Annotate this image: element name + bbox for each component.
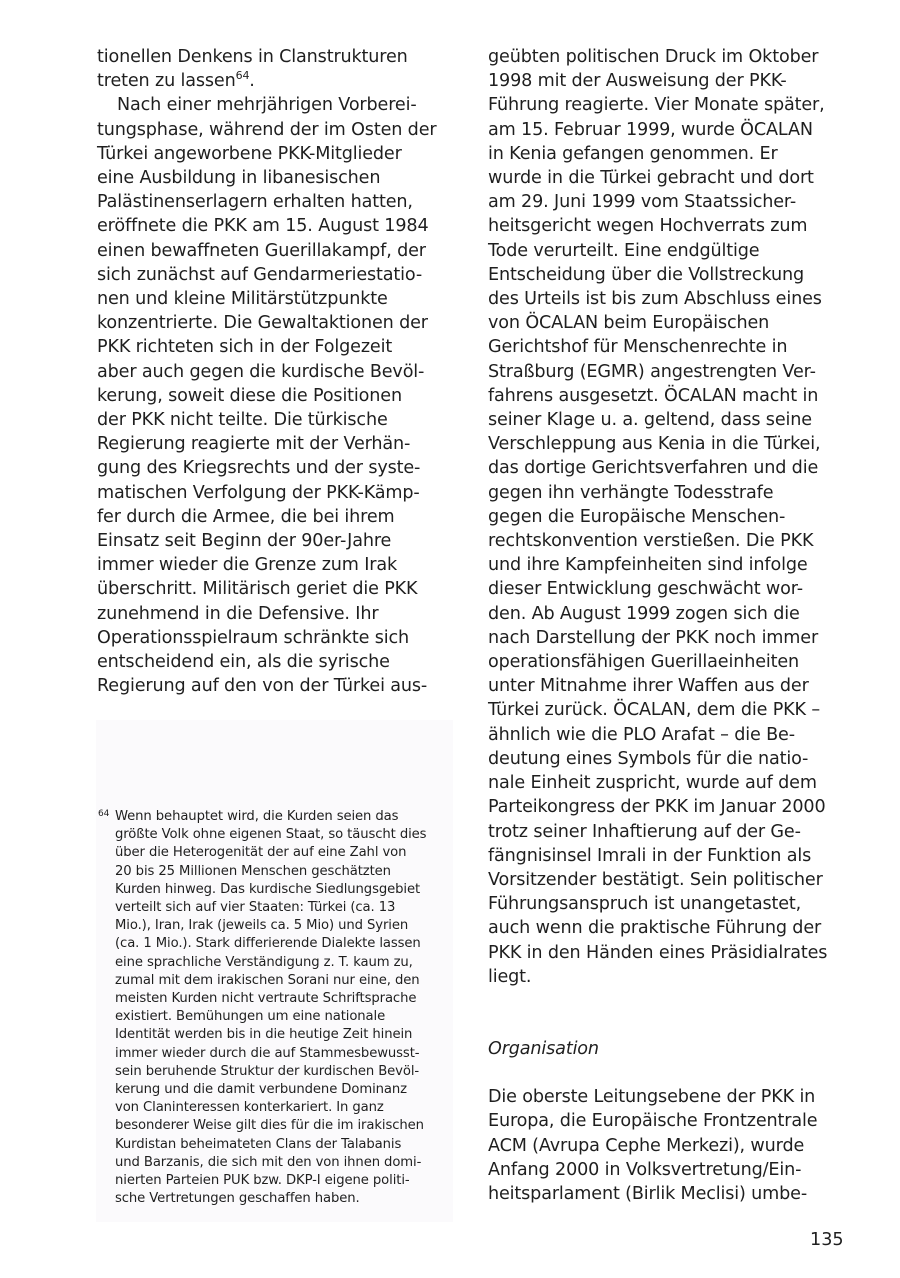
text-line: Entscheidung über die Vollstreckung (488, 264, 805, 285)
left-column (97, 45, 457, 698)
footnote-line: 20 bis 25 Millionen Menschen geschätzten (115, 863, 391, 879)
right-column (488, 45, 848, 1206)
text-line: überschritt. Militärisch geriet die PKK (97, 579, 418, 600)
footnote-line: zumal mit dem irakischen Sorani nur eine, den (115, 972, 420, 988)
text-line: aber auch gegen die kurdische Bevöl- (97, 361, 425, 382)
text-line: Regierung reagierte mit der Verhän- (97, 434, 411, 455)
text-line: immer wieder die Grenze zum Irak (97, 555, 398, 576)
text-line: zunehmend in die Defensive. Ihr (97, 603, 379, 624)
footnote-64 (98, 808, 458, 1208)
section-heading: Organisation (488, 1038, 599, 1059)
text-line: Vorsitzender bestätigt. Sein politischer (488, 869, 823, 890)
text-line: 1998 mit der Ausweisung der PKK- (488, 71, 787, 92)
text-line: eine Ausbildung in libanesischen (97, 168, 381, 189)
text-line: heitsgericht wegen Hochverrats zum (488, 216, 808, 237)
text-line: Straßburg (EGMR) angestrengten Ver- (488, 361, 816, 382)
text-line: Parteikongress der PKK im Januar 2000 (488, 797, 826, 818)
footnote-line: immer wieder durch die auf Stammesbewusst- (115, 1045, 420, 1061)
footnote-line: von Claninteressen konterkariert. In ganz (115, 1100, 384, 1116)
text-line: dieser Entwicklung geschwächt wor- (488, 579, 803, 600)
footnote-line: Mio.), Iran, Irak (jeweils ca. 5 Mio) und Syrien (115, 918, 409, 934)
text-line: PKK in den Händen eines Präsidialrates (488, 942, 828, 963)
footnote-line: verteilt sich auf vier Staaten: Türkei (ca. 13 (115, 900, 396, 916)
text-line: Türkei angeworbene PKK-Mitglieder (97, 143, 402, 164)
text-line: den. Ab August 1999 zogen sich die (488, 603, 800, 624)
text-line: konzentrierte. Die Gewaltaktionen der (97, 313, 428, 334)
text-line: trotz seiner Inhaftierung auf der Ge- (488, 821, 801, 842)
text-line: Anfang 2000 in Volksvertretung/Ein- (488, 1159, 802, 1180)
text-line: Führungsanspruch ist unangetastet, (488, 894, 802, 915)
footnote-line: sche Vertretungen geschaffen haben. (115, 1191, 360, 1207)
text-line: kerung, soweit diese die Positionen (97, 385, 402, 406)
footnote-line: und Barzanis, die sich mit den von ihnen domi- (115, 1154, 422, 1170)
text-line: tungsphase, während der im Osten der (97, 119, 437, 140)
text-line: nale Einheit zuspricht, wurde auf dem (488, 773, 817, 794)
text-line: Gerichtshof für Menschenrechte in (488, 337, 788, 358)
text-line: deutung eines Symbols für die natio- (488, 748, 809, 769)
text-line: das dortige Gerichtsverfahren und die (488, 458, 819, 479)
text-line: Die oberste Leitungsebene der PKK in (488, 1087, 816, 1108)
text-line: heitsparlament (Birlik Meclisi) umbe- (488, 1183, 808, 1204)
text-line (97, 69, 457, 93)
text-line: tionellen Denkens in Clanstrukturen (97, 47, 408, 67)
text-line: sich zunächst auf Gendarmeriestatio- (97, 264, 423, 285)
footnote-line: nierten Parteien PUK bzw. DKP-I eigene politi- (115, 1173, 410, 1189)
text-line: des Urteils ist bis zum Abschluss eines (488, 289, 822, 310)
footnote-line: existiert. Bemühungen um eine nationale (115, 1009, 386, 1025)
text-line: am 29. Juni 1999 vom Staatssicher- (488, 192, 797, 213)
text-line: gegen die Europäische Menschen- (488, 506, 786, 527)
text-line: nen und kleine Militärstützpunkte (97, 289, 388, 310)
footnote-line: besonderer Weise gilt dies für die im irakischen (115, 1118, 424, 1134)
text-line: ähnlich wie die PLO Arafat – die Be- (488, 724, 795, 745)
text-line: einen bewaffneten Guerillakampf, der (97, 240, 426, 261)
footnote-text (98, 808, 458, 1208)
text-line: und ihre Kampfeinheiten sind infolge (488, 555, 808, 576)
footnote-line: Kurdistan beheimateten Clans der Talabanis (115, 1136, 402, 1152)
text-line: Tode verurteilt. Eine endgültige (488, 240, 760, 261)
text-line: Europa, die Europäische Frontzentrale (488, 1111, 818, 1132)
text-line: Regierung auf den von der Türkei aus- (97, 676, 428, 697)
footnote-reference[interactable]: 64 (235, 69, 250, 83)
text-line: seiner Klage u. a. geltend, dass seine (488, 410, 812, 431)
text-fragment: treten zu lassen (97, 71, 236, 92)
footnote-line: eine sprachliche Verständigung z. T. kaum zu, (115, 954, 413, 970)
text-line: ACM (Avrupa Cephe Merkezi), wurde (488, 1135, 805, 1156)
page-number: 135 (810, 1230, 844, 1250)
text-line: auch wenn die praktische Führung der (488, 918, 822, 939)
text-line: Palästinenserlagern erhalten hatten, (97, 192, 413, 213)
text-line: PKK richteten sich in der Folgezeit (97, 337, 393, 358)
text-line: von ÖCALAN beim Europäischen (488, 313, 770, 334)
text-fragment: . (249, 71, 255, 92)
text-line: fahrens ausgesetzt. ÖCALAN macht in (488, 385, 819, 406)
text-line: am 15. Februar 1999, wurde ÖCALAN (488, 119, 813, 140)
footnote-line: Kurden hinweg. Das kurdische Siedlungsgebiet (115, 881, 421, 897)
text-line: liegt. (488, 966, 532, 987)
text-line: rechtskonvention verstießen. Die PKK (488, 531, 814, 552)
footnote-line: meisten Kurden nicht vertraute Schriftsprache (115, 991, 417, 1007)
footnote-line: kerung und die damit verbundene Dominanz (115, 1082, 407, 1098)
text-line: Operationsspielraum schränkte sich (97, 627, 409, 648)
footnote-line: Wenn behauptet wird, die Kurden seien das (115, 809, 399, 824)
footnote-line: größte Volk ohne eigenen Staat, so täuscht dies (115, 827, 427, 843)
text-line: gung des Kriegsrechts und der syste- (97, 458, 421, 479)
text-line: fängnisinsel Imrali in der Funktion als (488, 845, 812, 866)
text-line: der PKK nicht teilte. Die türkische (97, 410, 388, 431)
text-line: fer durch die Armee, die bei ihrem (97, 506, 395, 527)
paragraph-first-line: Nach einer mehrjährigen Vorberei- (117, 95, 417, 116)
footnote-line: sein beruhende Struktur der kurdischen Bevöl- (115, 1063, 420, 1079)
text-line: nach Darstellung der PKK noch immer (488, 627, 819, 648)
footnote-line: (ca. 1 Mio.). Stark differierende Dialekte lassen (115, 936, 421, 952)
text-line: Führung reagierte. Vier Monate später, (488, 95, 825, 116)
text-line: entscheidend ein, als die syrische (97, 652, 390, 673)
text-line: gegen ihn verhängte Todesstrafe (488, 482, 774, 503)
text-line: wurde in die Türkei gebracht und dort (488, 168, 814, 189)
text-line: geübten politischen Druck im Oktober (488, 47, 819, 67)
text-line: in Kenia gefangen genommen. Er (488, 143, 778, 164)
footnote-line: Identität werden bis in die heutige Zeit hinein (115, 1027, 413, 1043)
text-line: Verschleppung aus Kenia in die Türkei, (488, 434, 821, 455)
text-line: Türkei zurück. ÖCALAN, dem die PKK – (488, 700, 821, 721)
footnote-line: über die Heterogenität der auf eine Zahl von (115, 845, 407, 861)
text-line: operationsfähigen Guerillaeinheiten (488, 652, 800, 673)
text-line: eröffnete die PKK am 15. August 1984 (97, 216, 429, 237)
text-line: Einsatz seit Beginn der 90er-Jahre (97, 531, 392, 552)
footnote-number: 64 (98, 809, 110, 819)
text-line: unter Mitnahme ihrer Waffen aus der (488, 676, 809, 697)
text-line: matischen Verfolgung der PKK-Kämp- (97, 482, 420, 503)
